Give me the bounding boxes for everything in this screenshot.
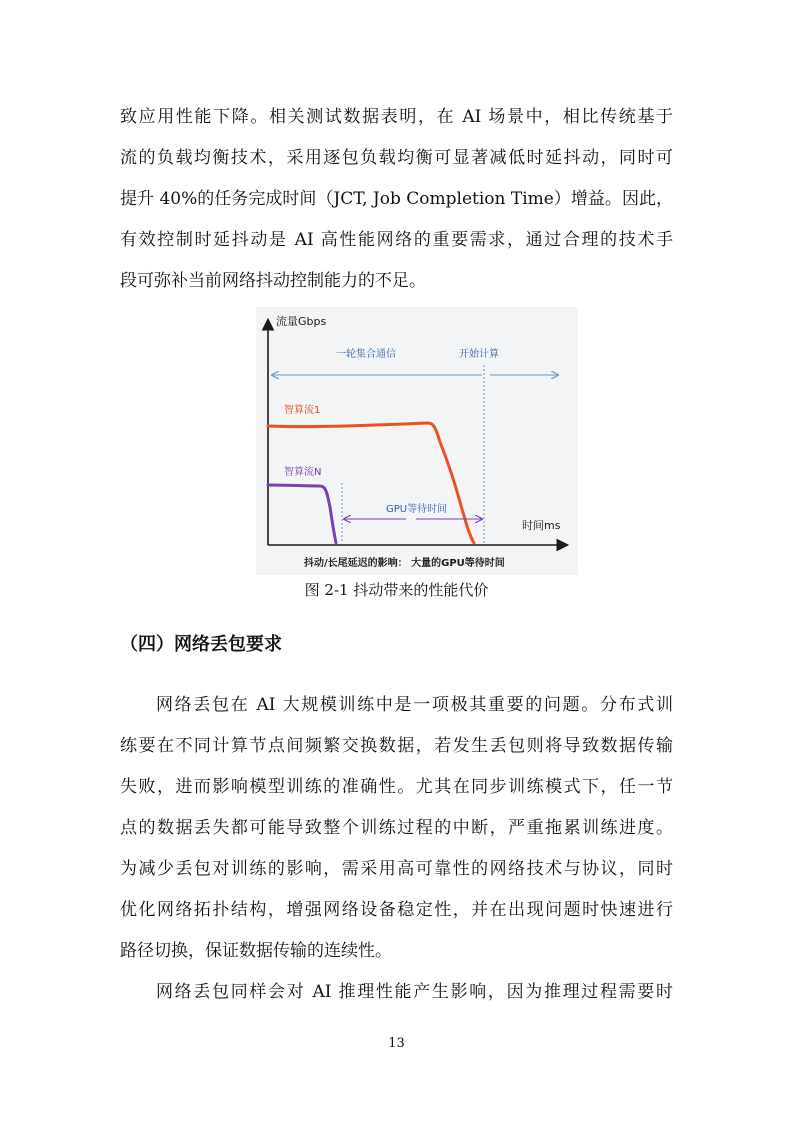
- text-line: 致应用性能下降。相关测试数据表明，在 AI 场景中，相比传统基于: [120, 107, 673, 127]
- text-line: 路径切换，保证数据传输的连续性。: [120, 941, 392, 961]
- phase-compute-label: 开始计算: [459, 349, 499, 360]
- paragraph-jitter: [120, 97, 673, 302]
- page-number: 13: [388, 1036, 405, 1051]
- section-title: （四）网络丢包要求: [120, 634, 282, 655]
- gpu-wait-label: GPU等待时间: [386, 504, 448, 515]
- text-line: 失败，进而影响模型训练的准确性。尤其在同步训练模式下，任一节: [120, 777, 673, 797]
- series-flow1-label: 智算流1: [284, 405, 321, 416]
- text-line: 流的负载均衡技术，采用逐包负载均衡可显著减低时延抖动，同时可: [120, 148, 673, 168]
- text-line: 练要在不同计算节点间频繁交换数据，若发生丢包则将导致数据传输: [120, 736, 673, 756]
- chart-bottom-note: 抖动/长尾延迟的影响： 大量的GPU等待时间: [304, 558, 505, 569]
- figure-jitter-cost: [256, 307, 578, 575]
- text-line: 段可弥补当前网络抖动控制能力的不足。: [120, 271, 426, 291]
- figure-caption: 图 2-1 抖动带来的性能代价: [304, 581, 489, 599]
- phase-collective-label: 一轮集合通信: [336, 349, 396, 360]
- text-line: 为减少丢包对训练的影响，需采用高可靠性的网络技术与协议，同时: [120, 859, 673, 879]
- text-line: 网络丢包在 AI 大规模训练中是一项极其重要的问题。分布式训: [156, 695, 673, 715]
- y-axis-label: 流量Gbps: [276, 315, 327, 328]
- text-line: 网络丢包同样会对 AI 推理性能产生影响，因为推理过程需要时: [156, 982, 673, 1002]
- text-line: 点的数据丢失都可能导致整个训练过程的中断，严重拖累训练进度。: [120, 818, 673, 838]
- paragraph-inference: [120, 972, 673, 1013]
- jitter-chart: [256, 307, 578, 575]
- text-line: 优化网络拓扑结构，增强网络设备稳定性，并在出现问题时快速进行: [120, 900, 673, 920]
- series-flown-line: [268, 485, 336, 543]
- text-line: 提升 40%的任务完成时间（JCT, Job Completion Time）增益。因此，: [120, 189, 673, 209]
- x-axis-label: 时间ms: [522, 519, 561, 532]
- series-flow1-line: [268, 423, 474, 543]
- paragraph-packet-loss: [120, 685, 673, 972]
- text-line: 有效控制时延抖动是 AI 高性能网络的重要需求，通过合理的技术手: [120, 230, 673, 250]
- series-flown-label: 智算流N: [284, 467, 322, 478]
